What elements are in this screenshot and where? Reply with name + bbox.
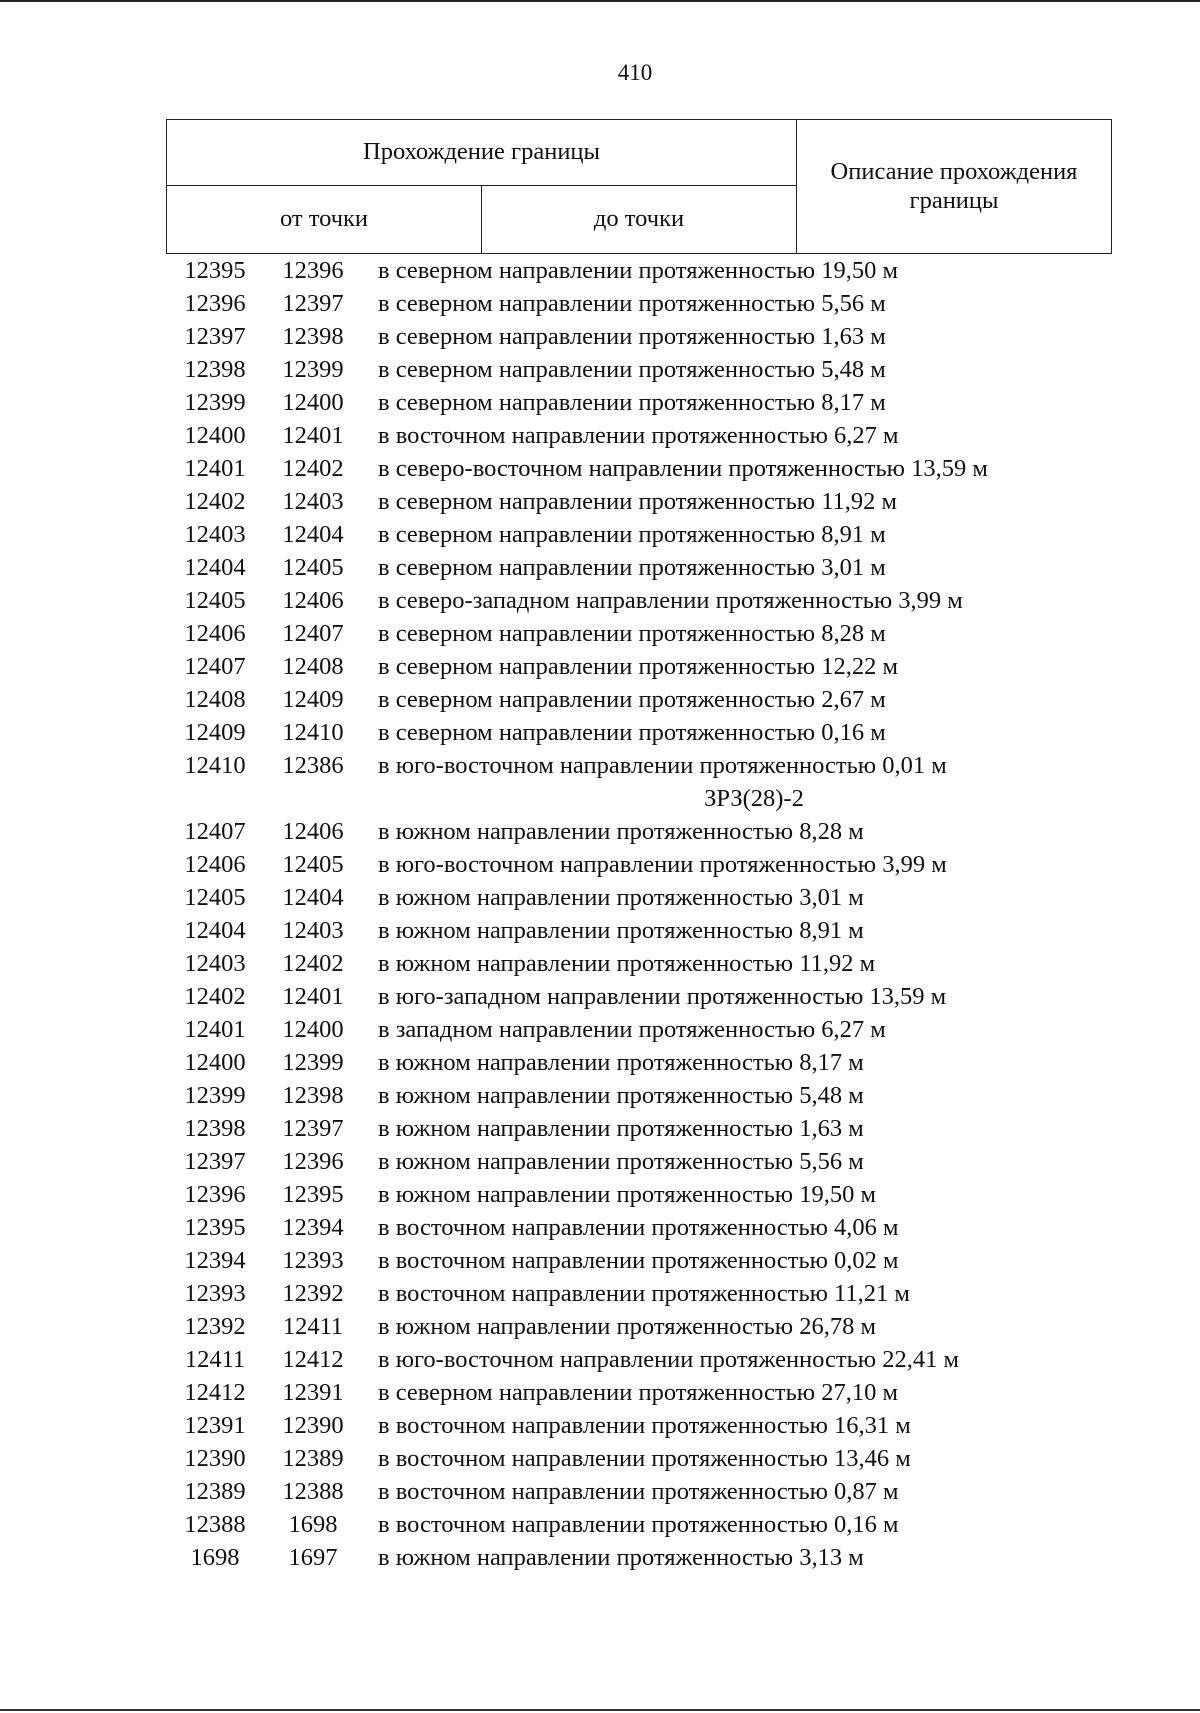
to-point-cell: 12399: [282, 356, 344, 383]
description-cell: в северном направлении протяженностью 27,10 м: [378, 1379, 898, 1406]
from-point-cell: 12398: [184, 356, 246, 383]
to-point-cell: 12406: [282, 818, 344, 845]
description-cell: в южном направлении протяженностью 3,01 м: [378, 884, 864, 911]
boundary-table-body: [166, 254, 1112, 1574]
from-point-cell: 12395: [184, 257, 246, 284]
description-cell: в северном направлении протяженностью 2,67 м: [378, 686, 886, 713]
description-cell: в северном направлении протяженностью 12,22 м: [378, 653, 898, 680]
from-point-cell: 12394: [184, 1247, 246, 1274]
from-point-cell: 12399: [184, 1082, 246, 1109]
from-point-cell: 12407: [184, 653, 246, 680]
to-point-cell: 12388: [282, 1478, 344, 1505]
to-point-cell: 12401: [282, 422, 344, 449]
description-cell: в южном направлении протяженностью 11,92 м: [378, 950, 876, 977]
description-cell: в восточном направлении протяженностью 0,16 м: [378, 1511, 899, 1538]
description-cell: в южном направлении протяженностью 3,13 м: [378, 1544, 864, 1571]
to-point-cell: 12401: [282, 983, 344, 1010]
table-row: [166, 881, 1112, 914]
from-point-cell: 12404: [184, 917, 246, 944]
description-cell: в северном направлении протяженностью 5,56 м: [378, 290, 886, 317]
table-row: [166, 815, 1112, 848]
to-point-cell: 12398: [282, 1082, 344, 1109]
from-point-cell: 12400: [184, 1049, 246, 1076]
to-point-cell: 12404: [282, 884, 344, 911]
table-row: [166, 716, 1112, 749]
to-point-cell: 12390: [282, 1412, 344, 1439]
table-row: [166, 617, 1112, 650]
table-row: [166, 749, 1112, 782]
from-point-cell: 12398: [184, 1115, 246, 1142]
table-row: [166, 485, 1112, 518]
description-cell: в северном направлении протяженностью 8,28 м: [378, 620, 886, 647]
description-cell: в восточном направлении протяженностью 4,06 м: [378, 1214, 899, 1241]
description-cell: в восточном направлении протяженностью 6,27 м: [378, 422, 899, 449]
from-point-cell: 12406: [184, 851, 246, 878]
to-point-cell: 12392: [282, 1280, 344, 1307]
from-point-cell: 12402: [184, 488, 246, 515]
from-point-cell: 12405: [184, 587, 246, 614]
from-point-cell: 12403: [184, 950, 246, 977]
description-cell: в северном направлении протяженностью 8,91 м: [378, 521, 886, 548]
from-point-cell: 12389: [184, 1478, 246, 1505]
table-row: [166, 386, 1112, 419]
table-row: [166, 1343, 1112, 1376]
description-cell: в восточном направлении протяженностью 0,02 м: [378, 1247, 899, 1274]
description-cell: в северном направлении протяженностью 11,92 м: [378, 488, 898, 515]
description-cell: в северном направлении протяженностью 3,01 м: [378, 554, 886, 581]
table-header: [166, 119, 1112, 254]
from-point-cell: 12409: [184, 719, 246, 746]
description-cell: в юго-восточном направлении протяженностью 3,99 м: [378, 851, 947, 878]
description-cell: в восточном направлении протяженностью 0,87 м: [378, 1478, 899, 1505]
from-point-cell: 12407: [184, 818, 246, 845]
table-row: [166, 1475, 1112, 1508]
table-row: [166, 1244, 1112, 1277]
to-point-header: до точки: [482, 186, 797, 254]
from-point-cell: 12401: [184, 1016, 246, 1043]
to-point-cell: 12399: [282, 1049, 344, 1076]
to-point-cell: 12410: [282, 719, 344, 746]
description-cell: в южном направлении протяженностью 8,28 м: [378, 818, 864, 845]
table-row: [166, 1541, 1112, 1574]
table-row: [166, 320, 1112, 353]
description-cell: в южном направлении протяженностью 26,78 м: [378, 1313, 876, 1340]
from-point-cell: 12393: [184, 1280, 246, 1307]
to-point-cell: 12389: [282, 1445, 344, 1472]
from-point-cell: 12392: [184, 1313, 246, 1340]
table-row: [166, 683, 1112, 716]
description-cell: в северном направлении протяженностью 19,50 м: [378, 257, 898, 284]
table-row: [166, 1409, 1112, 1442]
to-point-cell: 12403: [282, 917, 344, 944]
description-cell: в южном направлении протяженностью 5,48 м: [378, 1082, 864, 1109]
table-row: [166, 518, 1112, 551]
table-row: [166, 1145, 1112, 1178]
table-row: [166, 1112, 1112, 1145]
from-point-cell: 12406: [184, 620, 246, 647]
from-point-cell: 12391: [184, 1412, 246, 1439]
from-point-cell: 12408: [184, 686, 246, 713]
to-point-cell: 12397: [282, 290, 344, 317]
to-point-cell: 12391: [282, 1379, 344, 1406]
to-point-cell: 12407: [282, 620, 344, 647]
table-row: [166, 650, 1112, 683]
table-row: [166, 1178, 1112, 1211]
description-cell: в северном направлении протяженностью 8,17 м: [378, 389, 886, 416]
table-row: [166, 1013, 1112, 1046]
description-cell: в южном направлении протяженностью 8,17 м: [378, 1049, 864, 1076]
from-point-cell: 12397: [184, 1148, 246, 1175]
to-point-cell: 12403: [282, 488, 344, 515]
description-cell: в юго-восточном направлении протяженностью 0,01 м: [378, 752, 947, 779]
to-point-cell: 12386: [282, 752, 344, 779]
table-row: [166, 353, 1112, 386]
to-point-cell: 12395: [282, 1181, 344, 1208]
from-point-cell: 12401: [184, 455, 246, 482]
table-row: [166, 1508, 1112, 1541]
to-point-cell: 12398: [282, 323, 344, 350]
to-point-cell: 12397: [282, 1115, 344, 1142]
to-point-cell: 1698: [288, 1511, 338, 1538]
to-point-cell: 12404: [282, 521, 344, 548]
from-point-cell: 12405: [184, 884, 246, 911]
to-point-cell: 12393: [282, 1247, 344, 1274]
from-point-cell: 12403: [184, 521, 246, 548]
from-point-cell: 12411: [184, 1346, 246, 1373]
top-border-line: [0, 0, 1200, 2]
from-point-header: от точки: [167, 186, 482, 254]
from-point-cell: 12396: [184, 290, 246, 317]
description-cell: в северном направлении протяженностью 5,48 м: [378, 356, 886, 383]
table-row: [166, 584, 1112, 617]
to-point-cell: 12409: [282, 686, 344, 713]
passage-header: Прохождение границы: [167, 120, 797, 186]
table-row: [166, 1310, 1112, 1343]
from-point-cell: 12390: [184, 1445, 246, 1472]
table-row: [166, 419, 1112, 452]
table-row: [166, 914, 1112, 947]
to-point-cell: 12405: [282, 851, 344, 878]
description-cell: в северо-восточном направлении протяженностью 13,59 м: [378, 455, 988, 482]
table-row: [166, 254, 1112, 287]
section-title: ЗРЗ(28)-2: [704, 785, 804, 812]
from-point-cell: 12395: [184, 1214, 246, 1241]
from-point-cell: 12400: [184, 422, 246, 449]
bottom-border-line: [0, 1709, 1200, 1711]
table-row: [166, 1442, 1112, 1475]
from-point-cell: 12388: [184, 1511, 246, 1538]
table-row: [166, 1376, 1112, 1409]
page-number: 410: [617, 60, 653, 85]
to-point-cell: 12402: [282, 950, 344, 977]
description-cell: в южном направлении протяженностью 19,50 м: [378, 1181, 876, 1208]
from-point-cell: 12397: [184, 323, 246, 350]
description-cell: в восточном направлении протяженностью 16,31 м: [378, 1412, 911, 1439]
to-point-cell: 12405: [282, 554, 344, 581]
table-row: [166, 287, 1112, 320]
table-row: [166, 1277, 1112, 1310]
description-cell: в южном направлении протяженностью 8,91 м: [378, 917, 864, 944]
to-point-cell: 12408: [282, 653, 344, 680]
description-cell: в восточном направлении протяженностью 11,21 м: [378, 1280, 910, 1307]
table-row: [166, 947, 1112, 980]
description-cell: в южном направлении протяженностью 5,56 м: [378, 1148, 864, 1175]
description-cell: в восточном направлении протяженностью 13,46 м: [378, 1445, 911, 1472]
from-point-cell: 12402: [184, 983, 246, 1010]
description-cell: в северном направлении протяженностью 1,63 м: [378, 323, 886, 350]
to-point-cell: 12402: [282, 455, 344, 482]
to-point-cell: 12396: [282, 1148, 344, 1175]
to-point-cell: 1697: [288, 1544, 338, 1571]
description-cell: в западном направлении протяженностью 6,27 м: [378, 1016, 886, 1043]
from-point-cell: 1698: [190, 1544, 240, 1571]
to-point-cell: 12412: [282, 1346, 344, 1373]
to-point-cell: 12394: [282, 1214, 344, 1241]
description-cell: в южном направлении протяженностью 1,63 м: [378, 1115, 864, 1142]
description-cell: в юго-восточном направлении протяженностью 22,41 м: [378, 1346, 959, 1373]
table-row: [166, 1079, 1112, 1112]
to-point-cell: 12406: [282, 587, 344, 614]
table-row: [166, 551, 1112, 584]
description-cell: в северном направлении протяженностью 0,16 м: [378, 719, 886, 746]
description-cell: в юго-западном направлении протяженностью 13,59 м: [378, 983, 947, 1010]
table-row: [166, 1211, 1112, 1244]
description-header: Описание прохождения границы: [797, 120, 1112, 254]
table-row: [166, 1046, 1112, 1079]
table-row: [166, 848, 1112, 881]
to-point-cell: 12411: [282, 1313, 344, 1340]
from-point-cell: 12404: [184, 554, 246, 581]
to-point-cell: 12400: [282, 1016, 344, 1043]
description-cell: в северо-западном направлении протяженностью 3,99 м: [378, 587, 963, 614]
table-row: [166, 452, 1112, 485]
from-point-cell: 12410: [184, 752, 246, 779]
from-point-cell: 12399: [184, 389, 246, 416]
to-point-cell: 12396: [282, 257, 344, 284]
table-row: [166, 980, 1112, 1013]
to-point-cell: 12400: [282, 389, 344, 416]
from-point-cell: 12396: [184, 1181, 246, 1208]
from-point-cell: 12412: [184, 1379, 246, 1406]
